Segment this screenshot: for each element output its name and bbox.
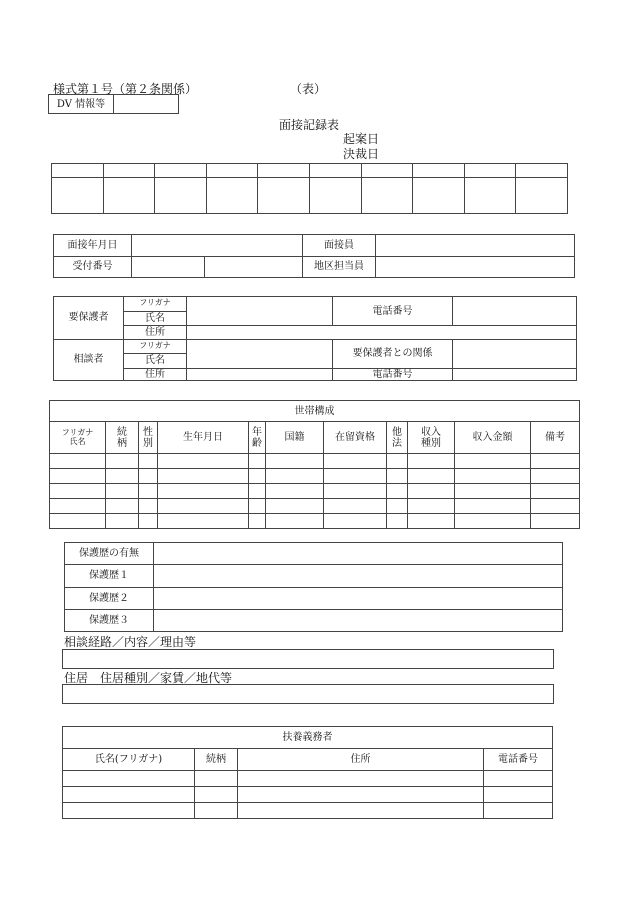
consult-route-field[interactable] bbox=[62, 649, 554, 669]
consultant-label: 相談者 bbox=[54, 339, 124, 381]
cell[interactable] bbox=[249, 514, 266, 529]
cell[interactable] bbox=[238, 803, 484, 819]
cell[interactable] bbox=[106, 499, 139, 514]
cell[interactable] bbox=[455, 499, 531, 514]
dv-info-table bbox=[48, 94, 179, 114]
cell[interactable] bbox=[195, 771, 238, 787]
stamp-cell[interactable] bbox=[309, 178, 361, 214]
cell[interactable] bbox=[158, 499, 249, 514]
protection-history-2-label: 保護歴２ bbox=[65, 587, 154, 609]
consultant-address-value[interactable] bbox=[187, 368, 333, 380]
protection-history-3-value[interactable] bbox=[154, 609, 563, 631]
stamp-header-cell bbox=[155, 164, 207, 178]
cell[interactable] bbox=[266, 484, 324, 499]
household-header-birthdate: 生年月日 bbox=[158, 422, 249, 454]
table-row bbox=[50, 454, 580, 469]
table-row bbox=[63, 787, 553, 803]
household-header-income-amount: 収入金額 bbox=[455, 422, 531, 454]
interviewer-label: 面接員 bbox=[303, 235, 376, 257]
cell[interactable] bbox=[484, 771, 553, 787]
household-header-nationality: 国籍 bbox=[266, 422, 324, 454]
cell[interactable] bbox=[238, 771, 484, 787]
stamp-cell[interactable] bbox=[258, 178, 310, 214]
interview-date-value[interactable] bbox=[132, 235, 303, 257]
cell[interactable] bbox=[139, 499, 158, 514]
cell[interactable] bbox=[50, 499, 106, 514]
reception-number-label: 受付番号 bbox=[54, 256, 132, 278]
support-header-address: 住所 bbox=[238, 749, 484, 771]
dv-info-label: DV 情報等 bbox=[49, 95, 114, 114]
cell[interactable] bbox=[408, 469, 455, 484]
persons-table bbox=[53, 296, 577, 381]
relation-value[interactable] bbox=[453, 339, 577, 368]
cell[interactable] bbox=[249, 469, 266, 484]
protected-furigana-label: フリガナ bbox=[124, 297, 187, 312]
cell[interactable] bbox=[484, 787, 553, 803]
page-title: 面接記録表 bbox=[279, 118, 340, 132]
stamp-header-cell bbox=[309, 164, 361, 178]
support-obligors-table bbox=[62, 726, 553, 819]
stamp-cell[interactable] bbox=[361, 178, 413, 214]
stamp-header-cell bbox=[206, 164, 258, 178]
protected-person-label: 要保護者 bbox=[54, 297, 124, 340]
protected-address-value[interactable] bbox=[187, 326, 577, 339]
stamp-cell[interactable] bbox=[464, 178, 516, 214]
protected-name-label: 氏名 bbox=[124, 311, 187, 326]
household-header-income-type: 収入種別 bbox=[408, 422, 455, 454]
cell[interactable] bbox=[531, 454, 580, 469]
cell[interactable] bbox=[238, 787, 484, 803]
cell[interactable] bbox=[324, 454, 387, 469]
form-number: 様式第１号（第２条関係） bbox=[53, 82, 198, 96]
cell[interactable] bbox=[63, 787, 195, 803]
household-table bbox=[49, 400, 580, 529]
cell[interactable] bbox=[387, 454, 408, 469]
table-row bbox=[63, 803, 553, 819]
cell[interactable] bbox=[531, 484, 580, 499]
table-row bbox=[50, 499, 580, 514]
interview-info-table bbox=[53, 234, 575, 278]
household-header-age: 年齢 bbox=[249, 422, 266, 454]
interviewer-value[interactable] bbox=[376, 235, 575, 257]
residence-field[interactable] bbox=[62, 684, 554, 704]
reception-number-extra[interactable] bbox=[205, 256, 303, 278]
stamp-header-cell bbox=[413, 164, 465, 178]
cell[interactable] bbox=[50, 514, 106, 529]
cell[interactable] bbox=[387, 514, 408, 529]
cell[interactable] bbox=[408, 514, 455, 529]
cell[interactable] bbox=[158, 469, 249, 484]
consult-route-label: 相談経路／内容／理由等 bbox=[64, 635, 197, 649]
relation-label: 要保護者との関係 bbox=[333, 339, 453, 368]
reception-number-value[interactable] bbox=[132, 256, 205, 278]
cell[interactable] bbox=[158, 454, 249, 469]
support-header-relation: 続柄 bbox=[195, 749, 238, 771]
cell[interactable] bbox=[531, 514, 580, 529]
protection-history-2-value[interactable] bbox=[154, 587, 563, 609]
cell[interactable] bbox=[455, 469, 531, 484]
consultant-phone-label: 電話番号 bbox=[333, 368, 453, 380]
cell[interactable] bbox=[63, 803, 195, 819]
stamp-header-cell bbox=[464, 164, 516, 178]
stamp-header-cell bbox=[361, 164, 413, 178]
cell[interactable] bbox=[408, 499, 455, 514]
district-officer-value[interactable] bbox=[376, 256, 575, 278]
cell[interactable] bbox=[139, 484, 158, 499]
cell[interactable] bbox=[249, 454, 266, 469]
table-row bbox=[50, 484, 580, 499]
protection-history-1-label: 保護歴１ bbox=[65, 565, 154, 587]
household-header-other-law: 他法 bbox=[387, 422, 408, 454]
cell[interactable] bbox=[249, 484, 266, 499]
table-row bbox=[63, 771, 553, 787]
protected-address-label: 住所 bbox=[124, 326, 187, 339]
cell[interactable] bbox=[106, 514, 139, 529]
cell[interactable] bbox=[455, 454, 531, 469]
table-row bbox=[50, 469, 580, 484]
stamp-header-cell bbox=[103, 164, 155, 178]
stamp-cell[interactable] bbox=[103, 178, 155, 214]
cell[interactable] bbox=[139, 469, 158, 484]
residence-label: 住居 住居種別／家賃／地代等 bbox=[64, 671, 233, 685]
household-header-furigana-name bbox=[50, 422, 106, 454]
district-officer-label: 地区担当員 bbox=[303, 256, 376, 278]
cell[interactable] bbox=[266, 469, 324, 484]
cell[interactable] bbox=[455, 484, 531, 499]
cell[interactable] bbox=[63, 771, 195, 787]
cell[interactable] bbox=[158, 514, 249, 529]
stamp-cell[interactable] bbox=[206, 178, 258, 214]
household-header-relation: 続柄 bbox=[106, 422, 139, 454]
cell[interactable] bbox=[387, 499, 408, 514]
form-side: （表） bbox=[290, 82, 327, 96]
household-header-notes: 備考 bbox=[531, 422, 580, 454]
cell[interactable] bbox=[266, 514, 324, 529]
household-header-residence-status: 在留資格 bbox=[324, 422, 387, 454]
support-header-phone: 電話番号 bbox=[484, 749, 553, 771]
stamp-header-cell bbox=[258, 164, 310, 178]
name-label: 氏名 bbox=[69, 436, 86, 446]
stamp-cell[interactable] bbox=[413, 178, 465, 214]
cell[interactable] bbox=[324, 499, 387, 514]
cell[interactable] bbox=[484, 803, 553, 819]
cell[interactable] bbox=[408, 484, 455, 499]
stamp-cell[interactable] bbox=[52, 178, 104, 214]
cell[interactable] bbox=[249, 499, 266, 514]
cell[interactable] bbox=[158, 484, 249, 499]
cell[interactable] bbox=[50, 454, 106, 469]
table-row bbox=[50, 514, 580, 529]
cell[interactable] bbox=[139, 454, 158, 469]
stamp-header-cell bbox=[516, 164, 568, 178]
cell[interactable] bbox=[408, 454, 455, 469]
protected-phone-label: 電話番号 bbox=[333, 297, 453, 326]
support-title: 扶養義務者 bbox=[63, 727, 553, 749]
household-header-sex: 性別 bbox=[139, 422, 158, 454]
consultant-furigana-label: フリガナ bbox=[124, 339, 187, 354]
furigana-label: フリガナ bbox=[61, 427, 94, 437]
cell[interactable] bbox=[387, 484, 408, 499]
protection-has-label: 保護歴の有無 bbox=[65, 543, 154, 565]
protection-history-table bbox=[64, 542, 563, 632]
cell[interactable] bbox=[455, 514, 531, 529]
cell[interactable] bbox=[50, 484, 106, 499]
protected-name-value[interactable] bbox=[187, 297, 333, 326]
protected-phone-value[interactable] bbox=[453, 297, 577, 326]
protection-history-1-value[interactable] bbox=[154, 565, 563, 587]
cell[interactable] bbox=[195, 803, 238, 819]
dv-info-value[interactable] bbox=[114, 95, 179, 114]
cell[interactable] bbox=[195, 787, 238, 803]
drafted-date-label: 起案日 bbox=[343, 132, 380, 146]
cell[interactable] bbox=[266, 454, 324, 469]
cell[interactable] bbox=[106, 484, 139, 499]
consultant-name-value[interactable] bbox=[187, 339, 333, 368]
consultant-name-label: 氏名 bbox=[124, 354, 187, 369]
approval-stamp-grid bbox=[51, 163, 568, 214]
cell[interactable] bbox=[324, 514, 387, 529]
cell[interactable] bbox=[387, 469, 408, 484]
cell[interactable] bbox=[531, 499, 580, 514]
cell[interactable] bbox=[50, 469, 106, 484]
cell[interactable] bbox=[106, 454, 139, 469]
cell[interactable] bbox=[324, 469, 387, 484]
cell[interactable] bbox=[531, 469, 580, 484]
cell[interactable] bbox=[139, 514, 158, 529]
protection-has-value[interactable] bbox=[154, 543, 563, 565]
stamp-cell[interactable] bbox=[516, 178, 568, 214]
interview-date-label: 面接年月日 bbox=[54, 235, 132, 257]
cell[interactable] bbox=[324, 484, 387, 499]
cell[interactable] bbox=[106, 469, 139, 484]
support-header-name: 氏名(フリガナ) bbox=[63, 749, 195, 771]
stamp-header-cell bbox=[52, 164, 104, 178]
stamp-cell[interactable] bbox=[155, 178, 207, 214]
consultant-phone-value[interactable] bbox=[453, 368, 577, 380]
household-title: 世帯構成 bbox=[50, 401, 580, 422]
cell[interactable] bbox=[266, 499, 324, 514]
decided-date-label: 決裁日 bbox=[343, 147, 380, 161]
protection-history-3-label: 保護歴３ bbox=[65, 609, 154, 631]
consultant-address-label: 住所 bbox=[124, 368, 187, 380]
